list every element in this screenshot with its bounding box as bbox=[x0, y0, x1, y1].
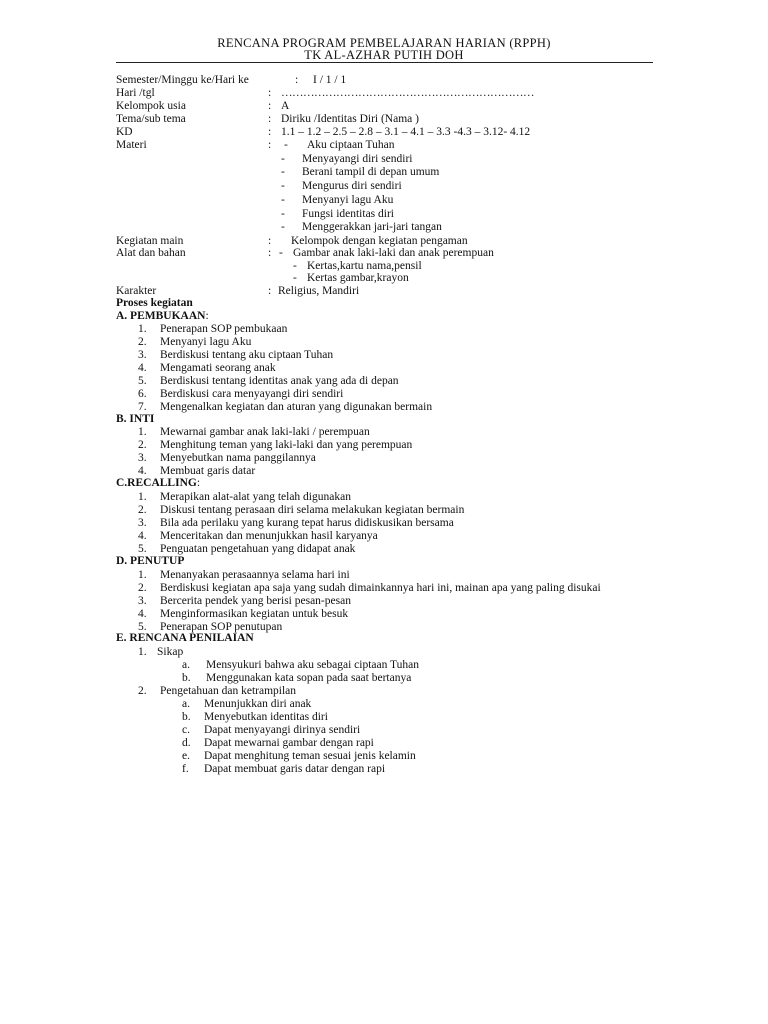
item-number: 4. bbox=[138, 530, 147, 542]
materi-colon: : bbox=[268, 139, 272, 151]
item-number: 4. bbox=[138, 362, 147, 374]
list-item: Bila ada perilaku yang kurang tepat harus didiskusikan bersama bbox=[160, 517, 454, 529]
list-item: Mengamati seorang anak bbox=[160, 362, 276, 374]
alat-dash: - bbox=[293, 260, 297, 272]
kd-label: KD bbox=[116, 126, 133, 138]
list-item: Penguatan pengetahuan yang didapat anak bbox=[160, 543, 356, 555]
kelompok-value: A bbox=[281, 100, 290, 112]
semester-value: I / 1 / 1 bbox=[313, 74, 347, 86]
section-title: B. INTI bbox=[116, 413, 155, 425]
document-title: RENCANA PROGRAM PEMBELAJARAN HARIAN (RPPH) bbox=[217, 36, 551, 50]
item-number: 1. bbox=[138, 646, 147, 658]
materi-item: Fungsi identitas diri bbox=[302, 208, 394, 220]
item-number: 1. bbox=[138, 569, 147, 581]
alat-item: Gambar anak laki-laki dan anak perempuan bbox=[293, 247, 494, 259]
semester-colon: : bbox=[295, 74, 299, 86]
list-item: Menyanyi lagu Aku bbox=[160, 336, 252, 348]
item-number: 3. bbox=[138, 349, 147, 361]
list-item: Menggunakan kata sopan pada saat bertanya bbox=[206, 672, 412, 684]
materi-item: Menyayangi diri sendiri bbox=[302, 153, 413, 165]
item-letter: d. bbox=[182, 737, 191, 749]
materi-dash: - bbox=[281, 221, 285, 233]
school-name: TK AL-AZHAR PUTIH DOH bbox=[304, 48, 464, 62]
list-item: Penerapan SOP pembukaan bbox=[160, 323, 288, 335]
section-title: D. PENUTUP bbox=[116, 555, 185, 567]
item-number: 4. bbox=[138, 608, 147, 620]
kelompok-colon: : bbox=[268, 100, 272, 112]
item-number: 3. bbox=[138, 452, 147, 464]
list-item: Dapat menghitung teman sesuai jenis kelamin bbox=[204, 750, 416, 762]
materi-dash: - bbox=[281, 180, 285, 192]
kegiatan-colon: : bbox=[268, 235, 272, 247]
materi-dash: - bbox=[281, 166, 285, 178]
item-number: 2. bbox=[138, 685, 147, 697]
alat-label: Alat dan bahan bbox=[116, 247, 186, 259]
list-item: Penerapan SOP penutupan bbox=[160, 621, 283, 633]
section-title: A. PEMBUKAAN bbox=[116, 310, 206, 322]
item-number: 2. bbox=[138, 504, 147, 516]
karakter-value: Religius, Mandiri bbox=[278, 285, 360, 297]
alat-dash: - bbox=[279, 247, 283, 259]
list-item: Berdiskusi tentang aku ciptaan Tuhan bbox=[160, 349, 334, 361]
item-letter: c. bbox=[182, 724, 190, 736]
kegiatan-value: Kelompok dengan kegiatan pengaman bbox=[291, 235, 468, 247]
section-title: E. RENCANA PENILAIAN bbox=[116, 632, 254, 644]
sikap-label: Sikap bbox=[157, 646, 184, 658]
section-suffix: : bbox=[205, 310, 209, 322]
item-number: 3. bbox=[138, 595, 147, 607]
materi-dash: - bbox=[281, 153, 285, 165]
item-number: 2. bbox=[138, 439, 147, 451]
kd-colon: : bbox=[268, 126, 272, 138]
materi-item: Menggerakkan jari-jari tangan bbox=[302, 221, 442, 233]
materi-dash: - bbox=[281, 194, 285, 206]
item-number: 2. bbox=[138, 582, 147, 594]
list-item: Menunjukkan diri anak bbox=[204, 698, 312, 710]
list-item: Dapat mewarnai gambar dengan rapi bbox=[204, 737, 374, 749]
alat-item: Kertas,kartu nama,pensil bbox=[307, 260, 422, 272]
list-item: Mengenalkan kegiatan dan aturan yang digunakan bermain bbox=[160, 401, 433, 413]
list-item: Bercerita pendek yang berisi pesan-pesan bbox=[160, 595, 351, 607]
materi-item: Menyanyi lagu Aku bbox=[302, 194, 394, 206]
list-item: Menceritakan dan menunjukkan hasil karyanya bbox=[160, 530, 378, 542]
alat-colon: : bbox=[268, 247, 272, 259]
kegiatan-label: Kegiatan main bbox=[116, 235, 184, 247]
item-number: 2. bbox=[138, 336, 147, 348]
materi-dash: - bbox=[284, 139, 288, 151]
list-item: Berdiskusi cara menyayangi diri sendiri bbox=[160, 388, 344, 400]
list-item: Berdiskusi tentang identitas anak yang ada di depan bbox=[160, 375, 399, 387]
item-letter: a. bbox=[182, 698, 190, 710]
kelompok-label: Kelompok usia bbox=[116, 100, 186, 112]
karakter-label: Karakter bbox=[116, 285, 157, 297]
item-letter: e. bbox=[182, 750, 190, 762]
tema-label: Tema/sub tema bbox=[116, 113, 186, 125]
tema-value: Diriku /Identitas Diri (Nama ) bbox=[281, 113, 419, 125]
materi-item: Berani tampil di depan umum bbox=[302, 166, 440, 178]
item-number: 3. bbox=[138, 517, 147, 529]
item-number: 4. bbox=[138, 465, 147, 477]
list-item: Mensyukuri bahwa aku sebagai ciptaan Tuhan bbox=[206, 659, 420, 671]
section-title: C.RECALLING bbox=[116, 477, 197, 489]
section-suffix: : bbox=[196, 477, 201, 489]
item-letter: b. bbox=[182, 672, 191, 684]
list-item: Menginformasikan kegiatan untuk besuk bbox=[160, 608, 349, 620]
alat-item: Kertas gambar,krayon bbox=[307, 272, 409, 284]
list-item: Berdiskusi kegiatan apa saja yang sudah dimainkannya hari ini, mainan apa yang paling disukai bbox=[160, 582, 601, 594]
kd-value: 1.1 – 1.2 – 2.5 – 2.8 – 3.1 – 4.1 – 3.3 -4.3 – 3.12- 4.12 bbox=[281, 126, 531, 138]
materi-dash: - bbox=[281, 208, 285, 220]
list-item: Mewarnai gambar anak laki-laki / perempuan bbox=[160, 426, 370, 438]
tema-colon: : bbox=[268, 113, 272, 125]
list-item: Diskusi tentang perasaan diri selama melakukan kegiatan bermain bbox=[160, 504, 465, 516]
item-number: 1. bbox=[138, 323, 147, 335]
item-letter: b. bbox=[182, 711, 191, 723]
list-item: Dapat membuat garis datar dengan rapi bbox=[204, 763, 386, 775]
hari-value: …………………………………………………………… bbox=[281, 87, 534, 99]
list-item: Menanyakan perasaannya selama hari ini bbox=[160, 569, 350, 581]
hari-label: Hari /tgl bbox=[116, 87, 155, 99]
list-item: Dapat menyayangi dirinya sendiri bbox=[204, 724, 361, 736]
list-item: Membuat garis datar bbox=[160, 465, 256, 477]
materi-item: Aku ciptaan Tuhan bbox=[307, 139, 395, 151]
materi-item: Mengurus diri sendiri bbox=[302, 180, 402, 192]
list-item: Merapikan alat-alat yang telah digunakan bbox=[160, 491, 351, 503]
list-item: Menyebutkan identitas diri bbox=[204, 711, 328, 723]
list-item: Menyebutkan nama panggilannya bbox=[160, 452, 316, 464]
alat-dash: - bbox=[293, 272, 297, 284]
pengetahuan-label: Pengetahuan dan ketrampilan bbox=[160, 685, 297, 697]
semester-label: Semester/Minggu ke/Hari ke bbox=[116, 74, 249, 86]
item-number: 5. bbox=[138, 621, 147, 633]
item-letter: f. bbox=[182, 763, 189, 775]
header-divider bbox=[116, 62, 653, 63]
item-number: 5. bbox=[138, 543, 147, 555]
list-item: Menghitung teman yang laki-laki dan yang perempuan bbox=[160, 439, 413, 451]
item-number: 1. bbox=[138, 491, 147, 503]
section-heading bbox=[116, 310, 209, 323]
section-heading bbox=[116, 477, 200, 490]
hari-colon: : bbox=[268, 87, 272, 99]
karakter-colon: : bbox=[268, 285, 272, 297]
item-number: 7. bbox=[138, 401, 147, 413]
item-letter: a. bbox=[182, 659, 190, 671]
proses-heading: Proses kegiatan bbox=[116, 297, 193, 309]
item-number: 1. bbox=[138, 426, 147, 438]
item-number: 5. bbox=[138, 375, 147, 387]
materi-label: Materi bbox=[116, 139, 147, 151]
item-number: 6. bbox=[138, 388, 147, 400]
